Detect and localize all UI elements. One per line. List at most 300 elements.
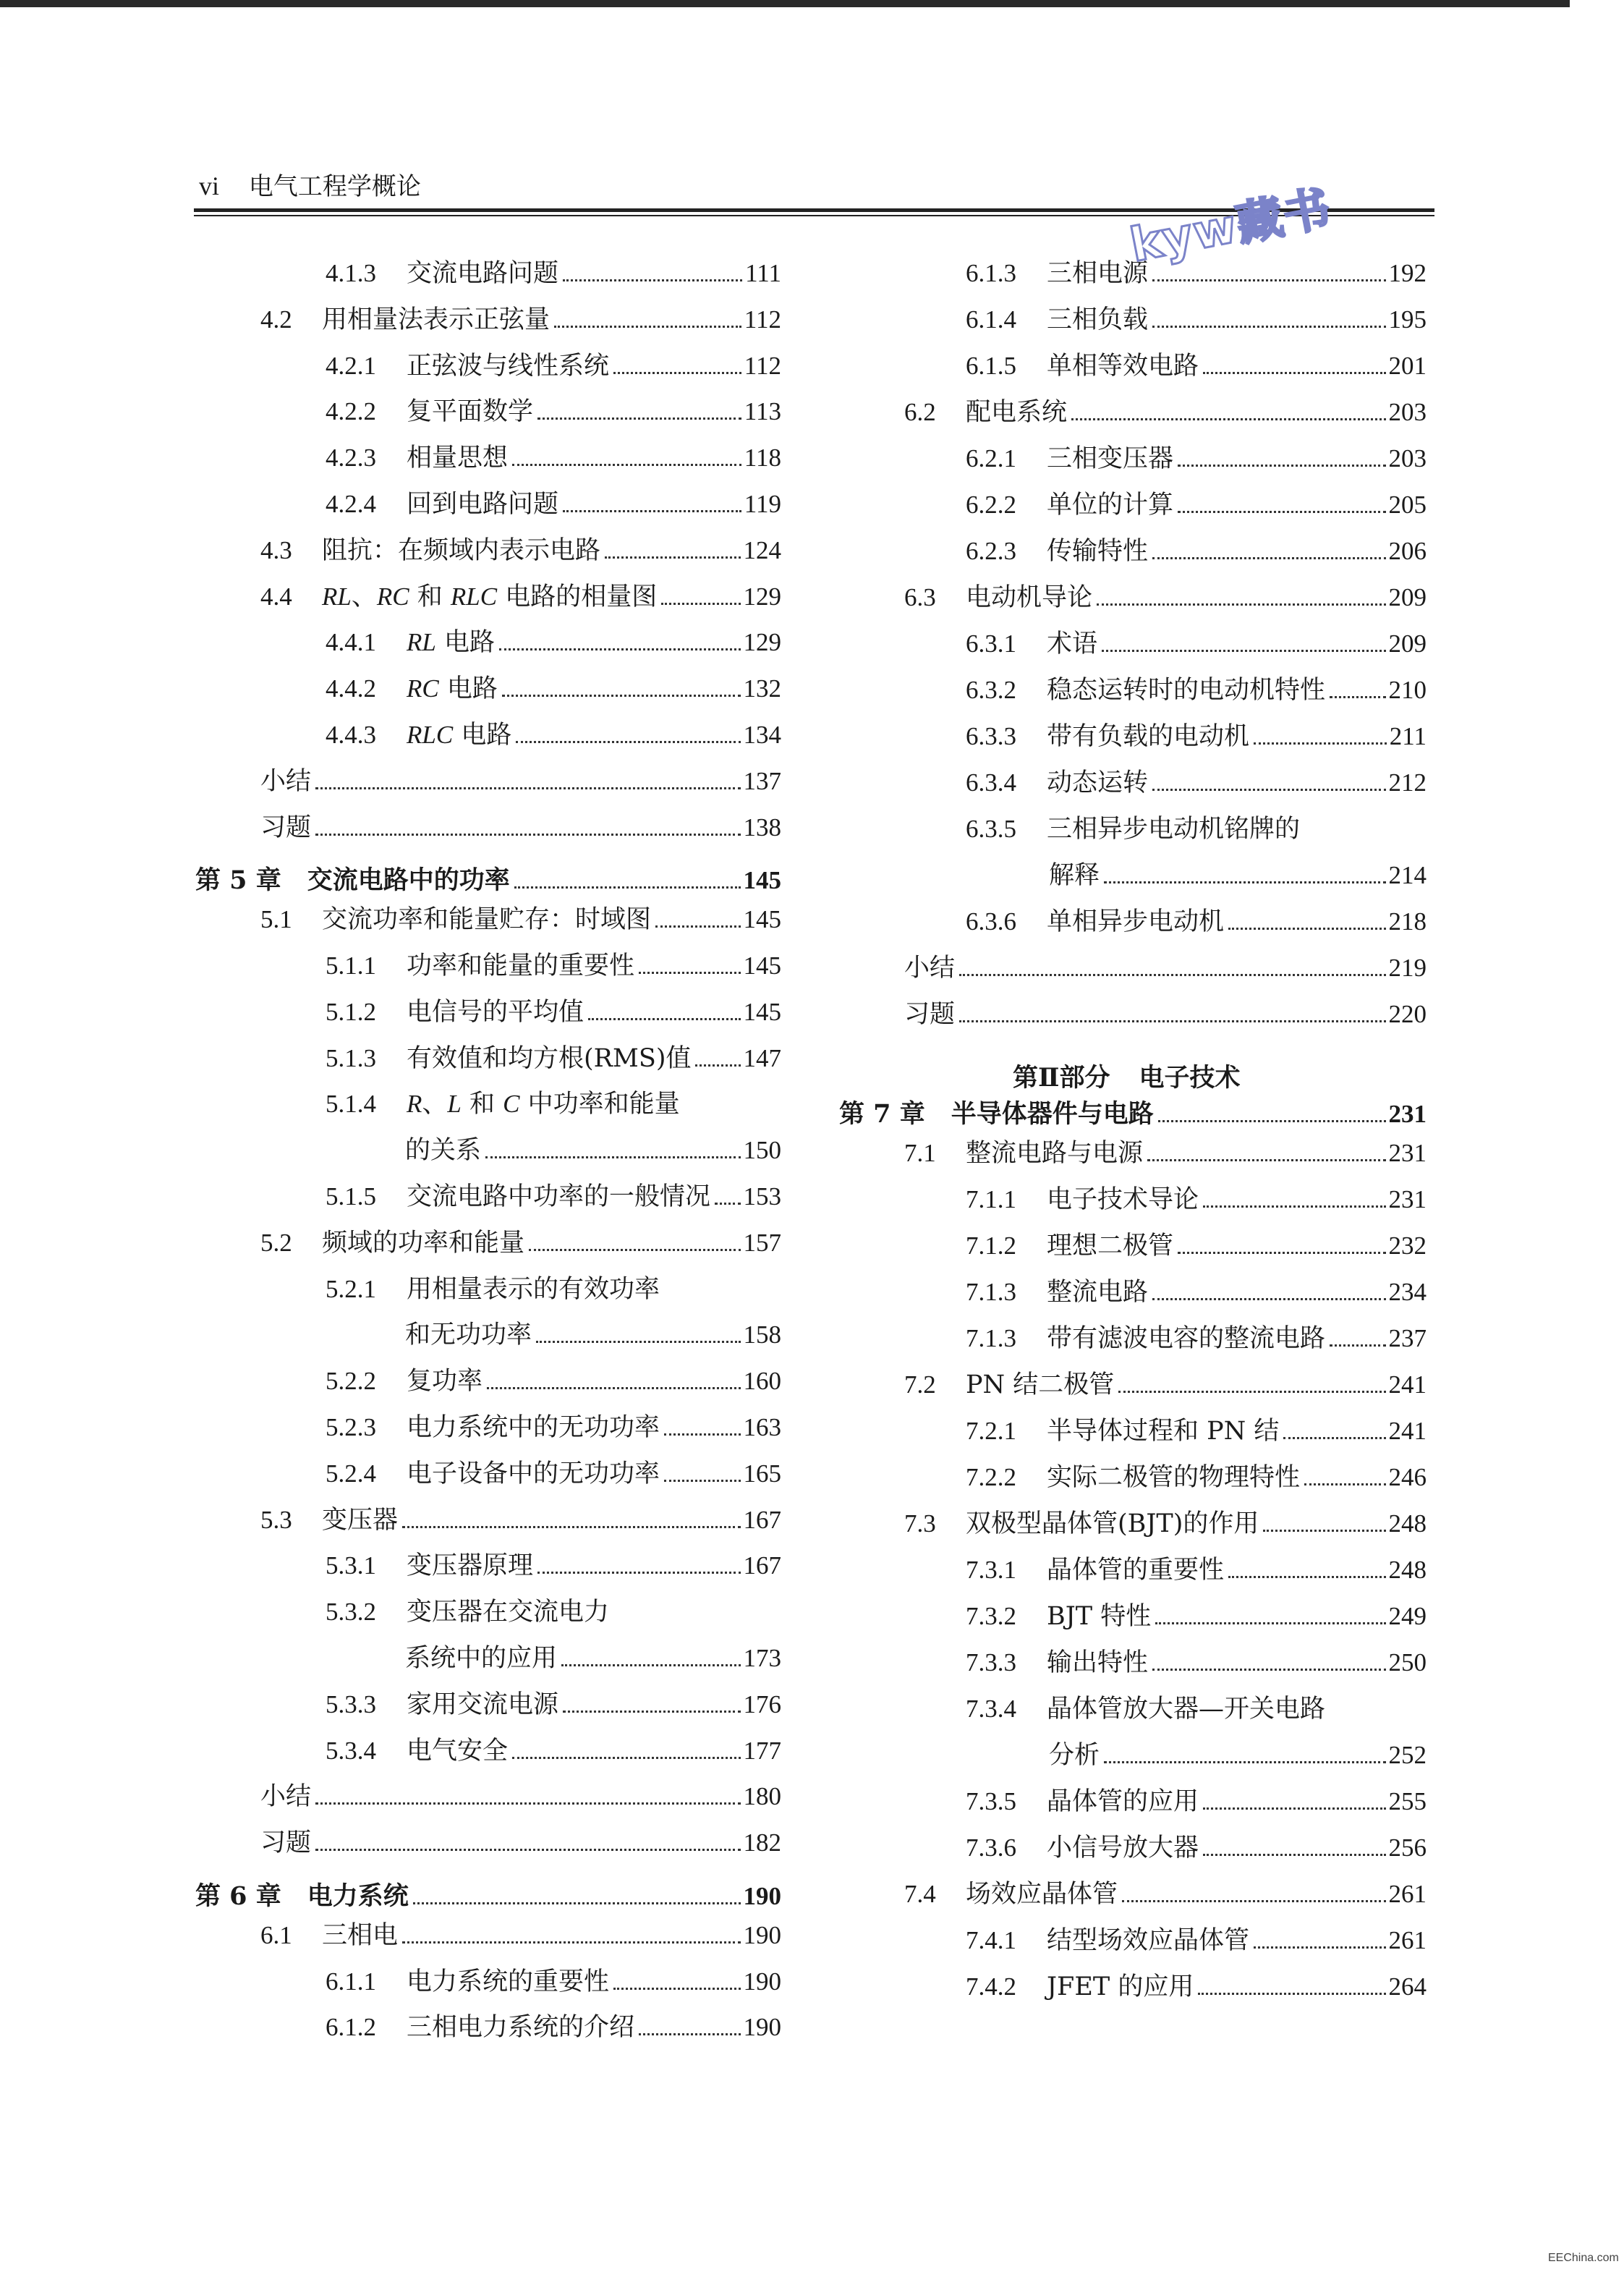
toc-entry-number: 5.2: [260, 1228, 292, 1257]
toc-entry-number: 4.2: [260, 305, 292, 334]
dot-leader: [512, 1757, 740, 1759]
dot-leader: [959, 1020, 1385, 1022]
toc-entry-page: 248: [1388, 1509, 1427, 1538]
toc-entry[interactable]: [966, 1418, 1427, 1444]
toc-entry[interactable]: [904, 1511, 1427, 1537]
toc-entry-title: 单相等效电路: [1047, 352, 1199, 381]
toc-entry[interactable]: [966, 1187, 1427, 1213]
toc-entry-title: 三相变压器: [1047, 444, 1174, 473]
toc-chapter-entry[interactable]: [839, 1101, 1427, 1127]
dot-leader: [664, 1433, 740, 1436]
toc-entry-number: 5.1.3: [326, 1043, 376, 1072]
toc-entry-page: 205: [1388, 491, 1427, 519]
toc-entry-page: 214: [1388, 861, 1427, 889]
toc-entry-number: 7.1.3: [966, 1278, 1016, 1306]
dot-leader: [1118, 1391, 1385, 1393]
toc-entry-number: 6.3.6: [966, 907, 1016, 936]
dot-leader: [315, 1802, 740, 1805]
toc-chapter-entry[interactable]: [195, 1883, 781, 1909]
toc-entry-title: 三相电: [322, 1920, 399, 1950]
part-heading: [1013, 1058, 1241, 1094]
toc-entry-page: 201: [1388, 352, 1427, 380]
toc-entry-number: 7.2: [904, 1370, 936, 1399]
toc-entry-number: 4.4: [260, 582, 292, 611]
toc-entry-page: 124: [743, 535, 781, 564]
toc-entry[interactable]: [260, 1507, 781, 1533]
toc-entry-page: 195: [1388, 305, 1427, 334]
toc-entry-page: 190: [743, 2013, 781, 2042]
toc-entry[interactable]: [326, 999, 781, 1025]
dot-leader: [1152, 279, 1385, 281]
toc-entry[interactable]: [966, 353, 1427, 379]
toc-entry-title: 配电系统: [966, 398, 1068, 427]
toc-entry-number: 6.2.3: [966, 537, 1016, 565]
dot-leader: [514, 886, 741, 889]
toc-entry[interactable]: [260, 768, 781, 794]
toc-entry-number: 6.1.3: [966, 259, 1016, 287]
footer-site: EEChina.com: [1548, 2252, 1619, 2264]
toc-entry[interactable]: [966, 816, 1427, 842]
toc-entry-number: 4.4.2: [326, 674, 376, 703]
toc-entry-number: 5.3.2: [326, 1598, 376, 1627]
toc-entry-title: RLC 电路: [407, 721, 512, 750]
dot-leader: [487, 1387, 740, 1389]
toc-entry[interactable]: [326, 1738, 781, 1764]
toc-entry-number: 4.2.1: [326, 351, 376, 380]
toc-entry[interactable]: [326, 1276, 781, 1302]
toc-entry-number: 7.3.6: [966, 1834, 1016, 1862]
toc-entry[interactable]: [260, 307, 781, 333]
toc-entry-number: 6.1: [260, 1920, 292, 1949]
toc-entry-title: 理想二极管: [1047, 1232, 1174, 1260]
toc-entry-page: 167: [743, 1551, 781, 1580]
toc-entry-page: 264: [1388, 1972, 1427, 2001]
toc-entry[interactable]: [966, 1789, 1427, 1815]
dot-leader: [413, 1902, 741, 1904]
dot-leader: [537, 1572, 740, 1574]
toc-entry-number: 6.3.4: [966, 768, 1016, 797]
toc-entry[interactable]: [326, 1969, 781, 1995]
toc-entry[interactable]: [326, 260, 781, 287]
dot-leader: [1102, 650, 1385, 652]
toc-entry[interactable]: [326, 1692, 781, 1718]
toc-entry[interactable]: [1049, 1742, 1427, 1768]
toc-entry[interactable]: [260, 1784, 781, 1810]
toc-entry-page: 165: [743, 1459, 781, 1488]
dot-leader: [1071, 418, 1385, 420]
toc-entry-number: 5.1.2: [326, 997, 376, 1026]
toc-entry-page: 219: [1388, 954, 1427, 982]
running-header: [199, 166, 421, 202]
dot-leader: [502, 695, 741, 697]
dot-leader: [529, 1249, 740, 1251]
dot-leader: [613, 1988, 740, 1990]
dot-leader: [1152, 557, 1385, 559]
toc-entry-title: 小信号放大器: [1047, 1834, 1199, 1862]
toc-entry-number: 6.3.1: [966, 630, 1016, 658]
toc-entry[interactable]: [904, 399, 1427, 425]
toc-entry[interactable]: [405, 1136, 781, 1166]
toc-entry[interactable]: [326, 445, 781, 471]
toc-entry[interactable]: [260, 1830, 781, 1856]
toc-entry-title: 整流电路与电源: [966, 1139, 1144, 1168]
toc-entry-title: 双极型晶体管(BJT)的作用: [966, 1509, 1259, 1538]
toc-entry-title: 三相异步电动机铭牌的: [1047, 815, 1301, 844]
toc-entry[interactable]: [966, 1696, 1427, 1722]
toc-entry-number: 4.2.2: [326, 397, 376, 426]
toc-entry[interactable]: [966, 724, 1427, 750]
toc-entry-number: 7.1.3: [966, 1324, 1016, 1352]
toc-entry[interactable]: [326, 353, 781, 379]
toc-entry-page: 241: [1388, 1417, 1427, 1445]
toc-entry-number: 4.1.3: [326, 259, 376, 287]
toc-entry[interactable]: [966, 909, 1427, 935]
toc-entry[interactable]: [260, 907, 781, 933]
page-number: vi: [199, 171, 220, 200]
toc-entry-title: JFET 的应用: [1047, 1972, 1194, 2001]
toc-entry-page: 211: [1389, 722, 1427, 750]
dot-leader: [1330, 696, 1385, 698]
toc-entry-title: 半导体过程和 PN 结: [1047, 1417, 1280, 1446]
toc-entry-title: 阻抗：在频域内表示电路: [322, 535, 601, 565]
toc-entry-title: PN 结二极管: [966, 1370, 1115, 1399]
toc-entry-number: 6.3: [904, 583, 936, 611]
toc-entry-page: 182: [743, 1828, 781, 1857]
dot-leader: [1228, 928, 1385, 930]
toc-entry[interactable]: [260, 815, 781, 841]
toc-entry-title: 带有负载的电动机: [1047, 722, 1250, 751]
toc-entry-title: RL 电路: [407, 628, 495, 658]
toc-entry-title: 变压器原理: [407, 1551, 534, 1581]
dot-leader: [1254, 742, 1387, 745]
toc-entry-title: 三相负载: [1047, 305, 1149, 334]
dot-leader: [588, 1018, 740, 1020]
toc-entry[interactable]: [966, 492, 1427, 518]
dot-leader: [1104, 881, 1385, 883]
toc-entry-title: 术语: [1047, 630, 1098, 658]
toc-entry-page: 157: [743, 1228, 781, 1257]
toc-entry-title: 的关系: [405, 1136, 482, 1166]
toc-entry-number: 第 5 章: [195, 865, 281, 896]
toc-entry-number: 6.1.2: [326, 2013, 376, 2042]
toc-entry[interactable]: [966, 631, 1427, 657]
toc-entry-page: 231: [1388, 1139, 1427, 1167]
toc-entry-title: 变压器在交流电力: [407, 1598, 610, 1627]
toc-entry-number: 6.1.4: [966, 305, 1016, 334]
toc-entry-title: 解释: [1049, 861, 1100, 890]
toc-entry-page: 158: [743, 1321, 781, 1349]
toc-entry-number: 4.4.3: [326, 721, 376, 749]
toc-entry-number: 7.1.2: [966, 1232, 1016, 1260]
toc-entry[interactable]: [966, 1279, 1427, 1305]
toc-entry[interactable]: [326, 399, 781, 425]
toc-entry-title: 带有滤波电容的整流电路: [1047, 1324, 1326, 1353]
toc-entry-page: 150: [743, 1136, 781, 1165]
toc-entry-title: 稳态运转时的电动机特性: [1047, 676, 1326, 705]
dot-leader: [485, 1156, 740, 1158]
toc-entry-page: 137: [743, 766, 781, 795]
toc-entry[interactable]: [966, 1603, 1427, 1629]
toc-entry[interactable]: [405, 1322, 781, 1348]
toc-entry-number: 5.3.1: [326, 1551, 376, 1580]
toc-entry-title: 晶体管放大器—开关电路: [1047, 1695, 1326, 1724]
toc-entry-page: 212: [1388, 768, 1427, 797]
toc-entry-number: 5.3.4: [326, 1736, 376, 1765]
toc-entry[interactable]: [326, 676, 781, 702]
toc-entry-page: 129: [743, 628, 781, 657]
toc-entry-number: 7.3.1: [966, 1556, 1016, 1584]
book-title: 电气工程学概论: [248, 172, 421, 201]
toc-entry-page: 118: [744, 444, 781, 472]
toc-entry-page: 209: [1388, 630, 1427, 658]
toc-entry-page: 147: [743, 1043, 781, 1072]
toc-entry[interactable]: [326, 1553, 781, 1579]
toc-entry[interactable]: [405, 1645, 781, 1671]
dot-leader: [402, 1941, 740, 1944]
dot-leader: [563, 510, 741, 512]
dot-leader: [516, 741, 740, 743]
toc-entry-page: 167: [743, 1505, 781, 1534]
dot-leader: [1178, 511, 1385, 513]
toc-entry-page: 255: [1388, 1787, 1427, 1815]
toc-entry[interactable]: [966, 446, 1427, 472]
toc-entry-page: 231: [1388, 1185, 1427, 1213]
toc-entry-number: 6.2.1: [966, 444, 1016, 472]
toc-entry-page: 153: [743, 1182, 781, 1211]
toc-entry-page: 112: [744, 305, 781, 334]
toc-entry-page: 241: [1388, 1370, 1427, 1399]
dot-leader: [1203, 372, 1385, 374]
toc-entry-page: 246: [1388, 1463, 1427, 1491]
toc-entry-number: 4.4.1: [326, 628, 376, 657]
toc-entry-title: 整流电路: [1047, 1278, 1149, 1307]
dot-leader: [1122, 1900, 1385, 1902]
toc-entry-page: 113: [744, 397, 781, 426]
toc-entry[interactable]: [326, 2013, 781, 2043]
toc-entry[interactable]: [326, 1043, 781, 1073]
dot-leader: [1152, 326, 1385, 328]
toc-entry-page: 237: [1388, 1324, 1427, 1352]
toc-entry-title: 电力系统的重要性: [407, 1967, 610, 1996]
toc-entry[interactable]: [966, 1974, 1427, 2000]
dot-leader: [1198, 1993, 1385, 1995]
toc-entry-title: 用相量表示的有效功率: [407, 1274, 660, 1304]
dot-leader: [537, 417, 741, 420]
toc-entry[interactable]: [326, 1184, 781, 1210]
dot-leader: [1155, 1622, 1385, 1624]
dot-leader: [1330, 1344, 1385, 1347]
dot-leader: [639, 2033, 740, 2035]
toc-entry-page: 160: [743, 1367, 781, 1396]
toc-entry-number: 7.2.1: [966, 1417, 1016, 1445]
toc-entry-title: 电力系统中的无功功率: [407, 1413, 660, 1442]
toc-entry-number: 第 6 章: [195, 1881, 281, 1911]
toc-entry-number: 6.1.5: [966, 352, 1016, 380]
toc-entry-title: 用相量法表示正弦量: [322, 305, 550, 334]
toc-entry-title: 三相电源: [1047, 259, 1149, 288]
toc-entry-page: 177: [743, 1736, 781, 1765]
toc-entry[interactable]: [966, 770, 1427, 796]
toc-entry[interactable]: [326, 1599, 781, 1625]
dot-leader: [1203, 1854, 1385, 1856]
toc-entry-page: 145: [743, 951, 781, 980]
toc-entry[interactable]: [326, 1461, 781, 1487]
toc-entry-page: 252: [1388, 1741, 1427, 1769]
scan-edge: [0, 0, 1570, 7]
toc-entry[interactable]: [260, 1920, 781, 1950]
toc-entry-title: 输出特性: [1047, 1648, 1149, 1677]
toc-entry[interactable]: [904, 585, 1427, 611]
toc-entry-title: 场效应晶体管: [966, 1880, 1118, 1909]
toc-entry[interactable]: [966, 1650, 1427, 1676]
toc-entry-page: 119: [744, 490, 781, 518]
toc-entry-page: 209: [1388, 583, 1427, 611]
toc-entry-title: 交流功率和能量贮存：时域图: [322, 905, 652, 935]
toc-entry-number: 4.3: [260, 535, 292, 564]
toc-entry[interactable]: [966, 1233, 1427, 1259]
toc-entry-title: 晶体管的应用: [1047, 1787, 1199, 1816]
toc-entry-page: 206: [1388, 537, 1427, 565]
toc-entry-page: 145: [743, 866, 781, 895]
part-number: 第Ⅱ部分: [1013, 1063, 1110, 1093]
toc-entry-title: 电子设备中的无功功率: [407, 1459, 660, 1488]
toc-entry-title: 系统中的应用: [405, 1644, 558, 1673]
toc-entry-title: 回到电路问题: [407, 490, 559, 519]
toc-entry[interactable]: [966, 538, 1427, 564]
dot-leader: [1228, 1576, 1385, 1578]
dot-leader: [554, 326, 741, 328]
toc-entry-number: 7.3.5: [966, 1787, 1016, 1815]
dot-leader: [561, 1664, 740, 1666]
toc-entry-title: BJT 特性: [1047, 1602, 1152, 1631]
toc-entry-number: 6.3.5: [966, 815, 1016, 843]
toc-entry-page: 190: [743, 1967, 781, 1996]
toc-entry[interactable]: [326, 953, 781, 979]
toc-entry-page: 261: [1388, 1880, 1427, 1908]
toc-entry[interactable]: [260, 1230, 781, 1256]
toc-entry-page: 132: [743, 674, 781, 703]
toc-entry-title: 交流电路中的功率: [307, 865, 510, 896]
toc-entry-page: 203: [1388, 444, 1427, 472]
dot-leader: [315, 1849, 740, 1851]
toc-entry[interactable]: [904, 1372, 1427, 1398]
toc-entry[interactable]: [326, 722, 781, 748]
toc-entry-page: 180: [743, 1782, 781, 1811]
toc-entry-title: 相量思想: [407, 444, 509, 473]
toc-entry-page: 234: [1388, 1278, 1427, 1306]
dot-leader: [315, 787, 740, 789]
toc-entry[interactable]: [966, 307, 1427, 333]
toc-entry-number: 7.4.2: [966, 1972, 1016, 2001]
toc-entry-page: 261: [1388, 1926, 1427, 1954]
part-title: 电子技术: [1139, 1063, 1241, 1093]
toc-entry-title: 小结: [260, 1782, 312, 1812]
toc-entry-page: 112: [744, 351, 781, 380]
dot-leader: [655, 925, 740, 928]
toc-entry-page: 220: [1388, 1000, 1427, 1028]
dot-leader: [1158, 1120, 1386, 1122]
toc-entry[interactable]: [966, 677, 1427, 703]
toc-entry-page: 250: [1388, 1648, 1427, 1677]
toc-entry-title: 交流电路问题: [407, 259, 559, 288]
toc-entry[interactable]: [326, 491, 781, 517]
toc-entry[interactable]: [966, 1835, 1427, 1861]
toc-entry-title: 半导体器件与电路: [951, 1099, 1154, 1129]
toc-entry[interactable]: [904, 1001, 1427, 1027]
toc-entry[interactable]: [966, 1464, 1427, 1491]
toc-entry[interactable]: [966, 1928, 1427, 1954]
toc-entry-title: 功率和能量的重要性: [407, 951, 635, 980]
toc-entry[interactable]: [260, 584, 781, 610]
toc-chapter-entry[interactable]: [195, 865, 781, 896]
toc-entry-title: 单相异步电动机: [1047, 907, 1225, 936]
toc-entry[interactable]: [326, 1415, 781, 1441]
dot-leader: [1254, 1946, 1385, 1949]
toc-entry[interactable]: [326, 1368, 781, 1394]
toc-entry-page: 111: [745, 259, 781, 287]
toc-entry-title: 传输特性: [1047, 537, 1149, 566]
toc-entry-title: 变压器: [322, 1505, 399, 1535]
toc-entry-page: 134: [743, 721, 781, 749]
toc-entry-title: 电子技术导论: [1047, 1185, 1199, 1214]
toc-entry-number: 6.1.1: [326, 1967, 376, 1996]
toc-entry-number: 5.2.2: [326, 1367, 376, 1396]
toc-entry-number: 7.3: [904, 1509, 936, 1538]
dot-leader: [1283, 1437, 1385, 1439]
toc-entry-number: 7.2.2: [966, 1463, 1016, 1491]
dot-leader: [1178, 1252, 1385, 1254]
toc-entry-title: 动态运转: [1047, 768, 1149, 797]
dot-leader: [315, 834, 740, 836]
toc-entry-page: 145: [743, 997, 781, 1026]
watermark-stamp: kyw藏书: [1126, 181, 1337, 274]
toc-entry-number: 5.2.1: [326, 1274, 376, 1303]
toc-entry-title: 三相电力系统的介绍: [407, 2013, 635, 2043]
toc-entry[interactable]: [1049, 862, 1427, 889]
toc-entry[interactable]: [966, 1326, 1427, 1352]
toc-entry-number: 7.3.3: [966, 1648, 1016, 1677]
toc-entry-number: 第 7 章: [839, 1099, 925, 1129]
toc-entry[interactable]: [904, 955, 1427, 981]
toc-entry[interactable]: [326, 630, 781, 656]
toc-entry-number: 5.1.1: [326, 951, 376, 980]
toc-entry-title: RC 电路: [407, 674, 498, 704]
dot-leader: [661, 603, 740, 605]
toc-entry-page: 173: [743, 1644, 781, 1672]
toc-entry[interactable]: [966, 1557, 1427, 1583]
dot-leader: [613, 372, 741, 374]
toc-entry[interactable]: [904, 1881, 1427, 1907]
toc-entry[interactable]: [326, 1091, 781, 1117]
toc-entry-number: 6.2: [904, 398, 936, 426]
dot-leader: [512, 464, 741, 466]
toc-entry[interactable]: [904, 1140, 1427, 1166]
toc-entry-number: 6.3.2: [966, 676, 1016, 704]
toc-entry-number: 7.4: [904, 1880, 936, 1908]
toc-entry-number: 5.1.5: [326, 1182, 376, 1211]
toc-entry-number: 7.3.2: [966, 1602, 1016, 1630]
dot-leader: [959, 974, 1385, 976]
toc-entry-title: 正弦波与线性系统: [407, 351, 610, 381]
dot-leader: [1203, 1807, 1385, 1810]
toc-entry-title: 和无功功率: [405, 1321, 532, 1350]
toc-entry[interactable]: [966, 260, 1427, 287]
toc-entry-page: 248: [1388, 1556, 1427, 1584]
toc-entry-title: 习题: [904, 1000, 956, 1029]
dot-leader: [499, 648, 741, 650]
dot-leader: [1147, 1159, 1385, 1161]
toc-entry[interactable]: [260, 535, 781, 565]
